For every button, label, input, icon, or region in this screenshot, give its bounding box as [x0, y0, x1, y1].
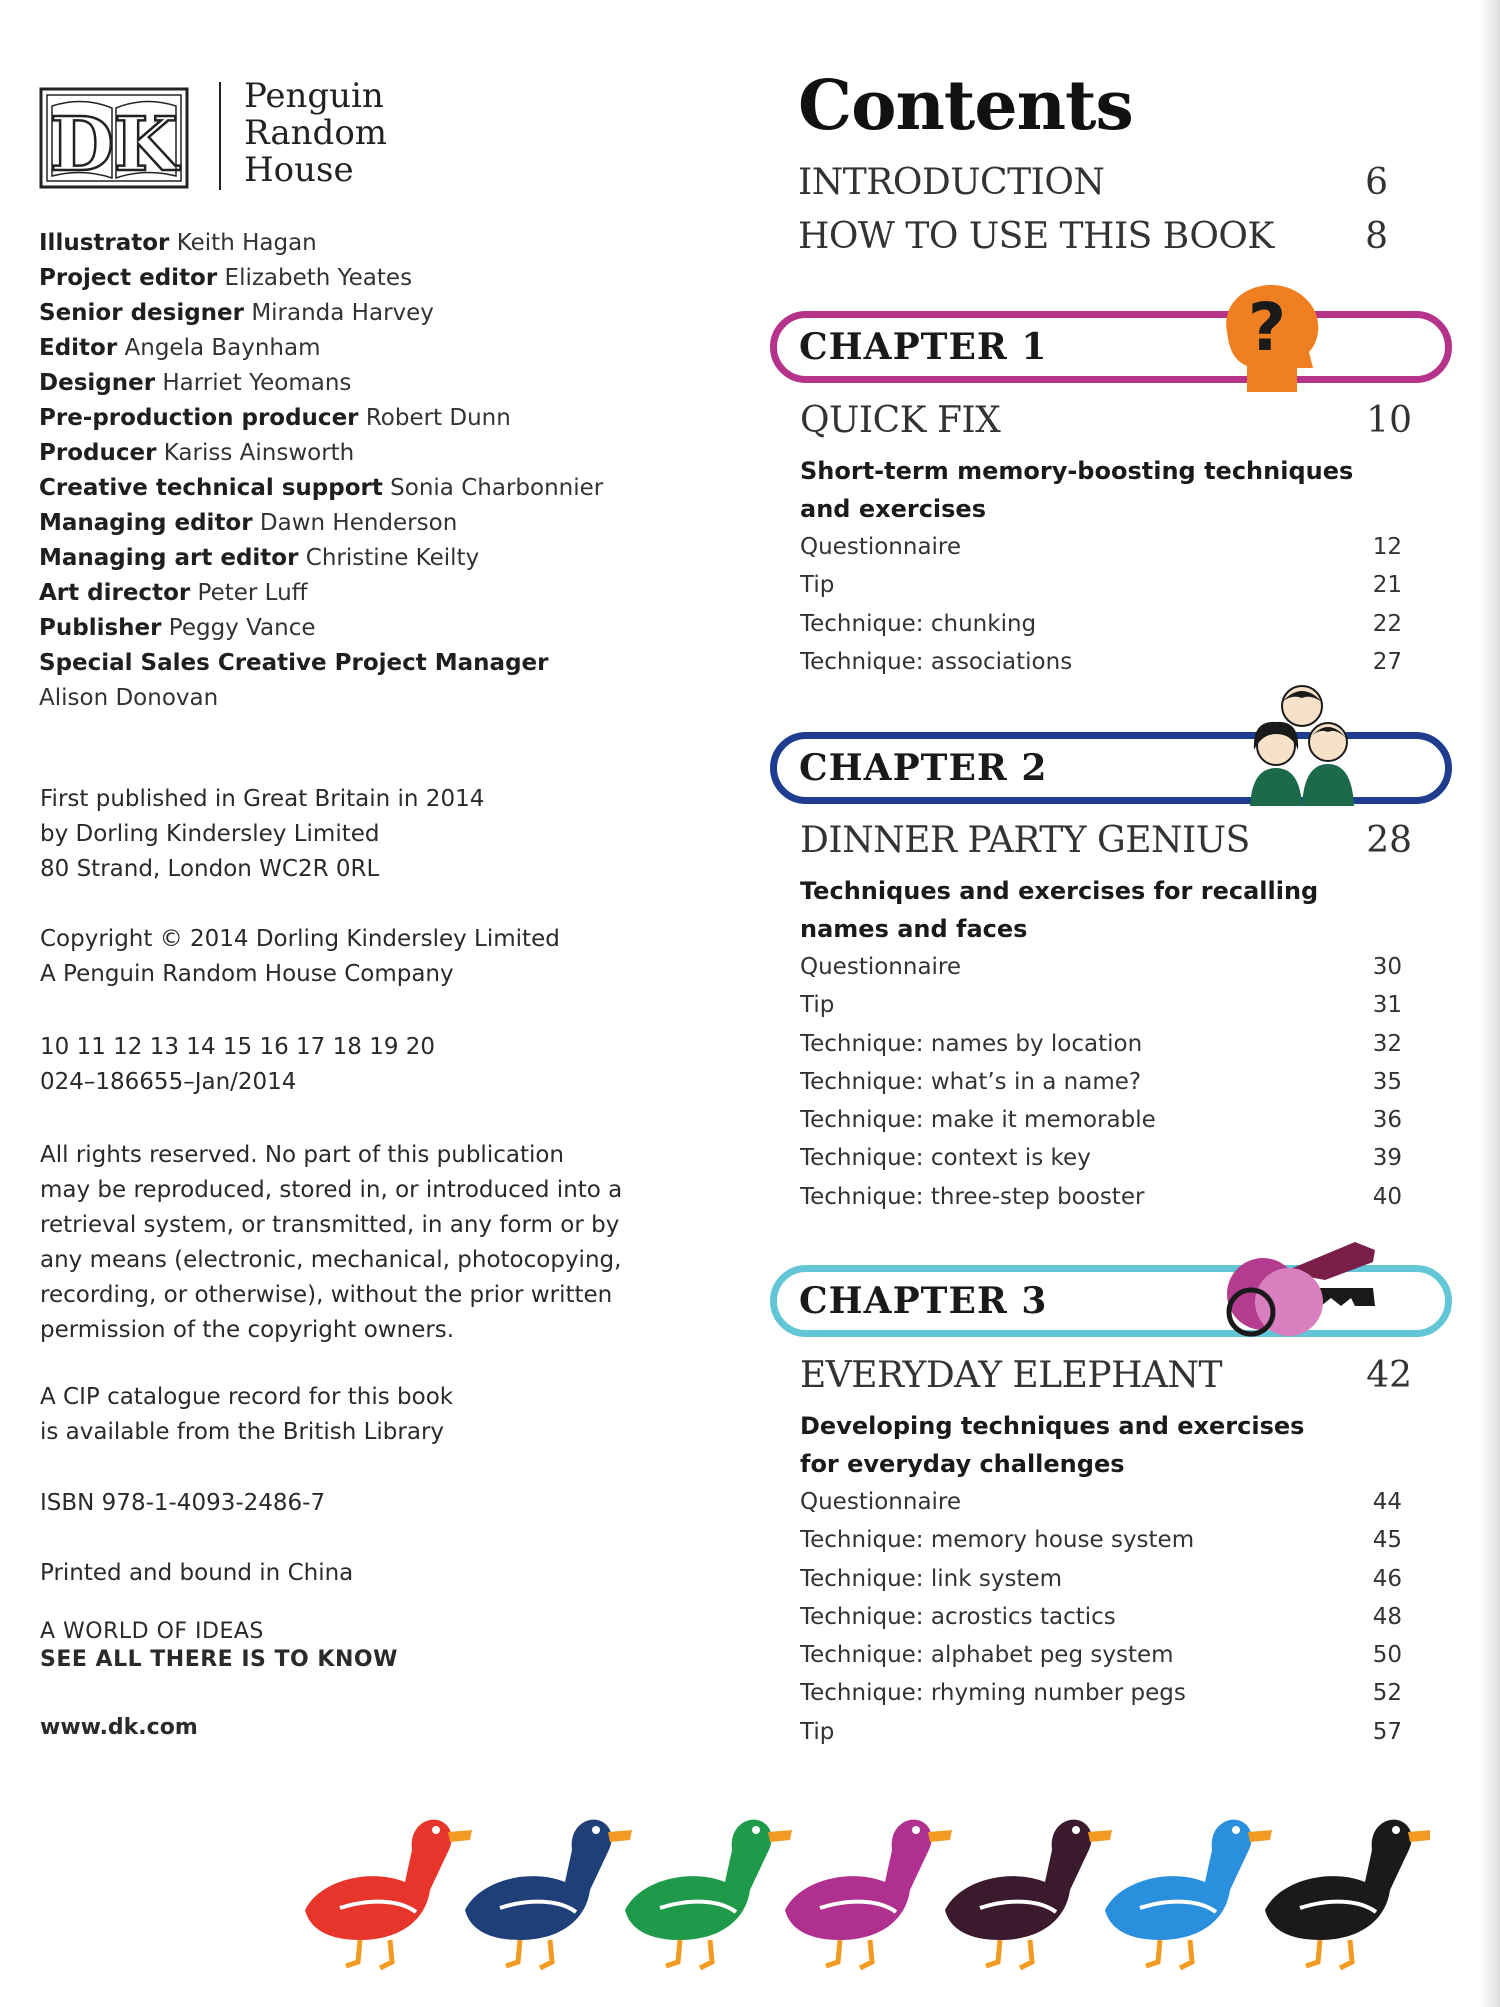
duck-icon	[1265, 1820, 1430, 1968]
imprint-line: 024–186655–Jan/2014	[40, 1069, 297, 1095]
imprint-line: is available from the British Library	[40, 1419, 445, 1445]
toc-item-title: Technique: acrostics tactics	[800, 1603, 1116, 1630]
chapter-1-section	[800, 400, 1412, 681]
cip-block	[40, 1380, 600, 1450]
credit-name: Christine Keilty	[305, 545, 480, 571]
credit-name: Miranda Harvey	[251, 300, 434, 326]
chapter-2-section	[800, 820, 1412, 1216]
toc-item-title: Questionnaire	[800, 534, 962, 560]
credit-role: Illustrator	[39, 230, 170, 256]
credit-line	[39, 331, 599, 366]
toc-item-title: Technique: names by location	[800, 1030, 1143, 1057]
toc-item-title: Technique: make it memorable	[800, 1107, 1156, 1134]
chapter-1-banner	[770, 311, 1452, 383]
prh-line: Penguin	[244, 76, 384, 116]
head-question-icon	[1205, 270, 1335, 398]
penguin-random-house-wordmark	[244, 78, 387, 189]
publisher-logo	[38, 76, 438, 202]
credit-role: Art director	[39, 580, 191, 606]
toc-item-title: Technique: associations	[800, 648, 1073, 675]
toc-item-page: 45	[1372, 1527, 1402, 1554]
chapter-label: CHAPTER 1	[799, 326, 1048, 368]
credit-line	[39, 226, 599, 261]
print-line-block	[40, 1030, 600, 1100]
credit-line	[39, 576, 599, 611]
toc-entry-title: INTRODUCTION	[798, 162, 1105, 203]
imprint-line: permission of the copyright owners.	[40, 1317, 455, 1343]
toc-item[interactable]	[800, 1483, 1412, 1521]
toc-item[interactable]	[800, 1101, 1412, 1139]
credit-role: Senior designer	[39, 300, 244, 326]
toc-item[interactable]	[800, 986, 1412, 1024]
toc-item-title: Technique: chunking	[800, 610, 1037, 637]
website-link[interactable]: www.dk.com	[40, 1715, 198, 1740]
toc-item[interactable]	[800, 605, 1412, 643]
keys-icon	[1205, 1232, 1387, 1348]
toc-item[interactable]	[800, 1560, 1412, 1598]
contents-title: Contents	[798, 66, 1133, 146]
credit-line	[39, 366, 599, 401]
toc-item-title: Tip	[800, 992, 835, 1019]
toc-item-page: 12	[1372, 534, 1402, 560]
credits-list	[39, 226, 604, 716]
credit-role: Editor	[39, 335, 118, 361]
imprint-line: retrieval system, or transmitted, in any form or by	[40, 1212, 620, 1238]
imprint-line: by Dorling Kindersley Limited	[40, 821, 380, 847]
toc-item-page: 46	[1372, 1565, 1402, 1592]
dk-letters: DK	[49, 102, 179, 188]
section-page: 28	[1366, 820, 1412, 861]
toc-item-page: 48	[1372, 1603, 1402, 1630]
credit-role: Publisher	[39, 615, 162, 641]
svg-text:?: ?	[1247, 289, 1287, 366]
ducks-row-icon	[300, 1790, 1430, 1990]
toc-entry-page: 8	[1365, 216, 1388, 257]
credit-line	[39, 506, 599, 541]
imprint-line: any means (electronic, mechanical, photocopying,	[40, 1247, 622, 1273]
prh-line: House	[244, 150, 354, 190]
toc-entry-page: 6	[1365, 162, 1388, 203]
tagline-line: SEE ALL THERE IS TO KNOW	[40, 1647, 398, 1672]
toc-item-page: 30	[1372, 954, 1402, 980]
credit-name: Angela Baynham	[124, 335, 321, 361]
toc-item[interactable]	[800, 528, 1412, 566]
duck-icon	[305, 1820, 472, 1968]
credit-line	[39, 401, 599, 436]
credit-name: Peggy Vance	[168, 615, 316, 641]
chapter-label: CHAPTER 3	[799, 1280, 1048, 1322]
description-line: names and faces	[800, 915, 1028, 943]
toc-entry-title: HOW TO USE THIS BOOK	[798, 216, 1274, 257]
duck-icon	[785, 1820, 952, 1968]
toc-item-title: Technique: what’s in a name?	[800, 1068, 1142, 1095]
toc-item-page: 40	[1372, 1183, 1402, 1210]
section-heading[interactable]	[800, 820, 1412, 872]
imprint-line: A CIP catalogue record for this book	[40, 1384, 454, 1410]
credit-role: Project editor	[39, 265, 218, 291]
toc-item-page: 39	[1372, 1145, 1402, 1172]
section-heading[interactable]	[800, 400, 1412, 452]
credit-role: Managing editor	[39, 510, 253, 536]
prh-line: Random	[244, 113, 388, 153]
credit-name: Alison Donovan	[39, 685, 219, 711]
toc-item-title: Questionnaire	[800, 1489, 962, 1515]
toc-item-page: 31	[1372, 992, 1402, 1019]
credit-name: Dawn Henderson	[259, 510, 458, 536]
credit-role: Producer	[39, 440, 157, 466]
toc-item[interactable]	[800, 566, 1412, 604]
credit-line	[39, 261, 599, 296]
imprint-line: First published in Great Britain in 2014	[40, 786, 485, 812]
toc-entry[interactable]	[798, 216, 1388, 266]
imprint-line: A Penguin Random House Company	[40, 961, 454, 987]
section-page: 42	[1366, 1355, 1412, 1396]
credit-name: Keith Hagan	[176, 230, 317, 256]
imprint-line: may be reproduced, stored in, or introduced into a	[40, 1177, 623, 1203]
credit-role: Managing art editor	[39, 545, 299, 571]
duck-icon	[1105, 1820, 1272, 1968]
description-line: Short-term memory-boosting techniques	[800, 457, 1354, 485]
toc-item-title: Tip	[800, 572, 835, 599]
toc-item-title: Technique: rhyming number pegs	[800, 1680, 1186, 1707]
section-description	[800, 1407, 1412, 1483]
duck-icon	[625, 1820, 792, 1968]
credit-line	[39, 681, 599, 716]
toc-item[interactable]	[800, 1178, 1412, 1216]
toc-item-title: Technique: memory house system	[800, 1527, 1195, 1554]
description-line: Techniques and exercises for recalling	[800, 877, 1319, 905]
toc-item-title: Technique: alphabet peg system	[800, 1642, 1174, 1669]
toc-item-page: 27	[1372, 648, 1402, 675]
toc-item-page: 32	[1372, 1030, 1402, 1057]
section-page: 10	[1366, 400, 1412, 441]
toc-item-page: 36	[1372, 1107, 1402, 1134]
description-line: for everyday challenges	[800, 1450, 1125, 1478]
toc-item-title: Technique: link system	[800, 1565, 1063, 1592]
section-title: QUICK FIX	[800, 400, 1001, 441]
credit-name: Sonia Charbonnier	[390, 475, 604, 501]
toc-item-page: 21	[1372, 572, 1402, 599]
copyright-block	[40, 922, 600, 992]
logo-divider	[219, 82, 221, 190]
credit-line	[39, 471, 604, 506]
toc-item[interactable]	[800, 1598, 1412, 1636]
toc-item-page: 22	[1372, 610, 1402, 637]
duck-icon	[945, 1820, 1112, 1968]
toc-item[interactable]	[800, 1139, 1412, 1177]
tagline-line: A WORLD OF IDEAS	[40, 1619, 264, 1644]
credit-role: Designer	[39, 370, 156, 396]
chapter-3-section	[800, 1355, 1412, 1751]
credit-name: Harriet Yeomans	[162, 370, 352, 396]
credit-role: Creative technical support	[39, 475, 383, 501]
imprint-line: All rights reserved. No part of this publication	[40, 1142, 565, 1168]
credit-line	[39, 436, 599, 471]
toc-entry[interactable]	[798, 162, 1388, 212]
credit-line	[39, 296, 599, 331]
description-line: and exercises	[800, 495, 986, 523]
isbn: ISBN 978-1-4093-2486-7	[40, 1490, 326, 1516]
page-edge-shadow	[1478, 0, 1500, 2007]
credit-name: Elizabeth Yeates	[224, 265, 413, 291]
toc-item[interactable]	[800, 1521, 1412, 1559]
section-title: EVERYDAY ELEPHANT	[800, 1355, 1223, 1396]
section-description	[800, 452, 1412, 528]
toc-item[interactable]	[800, 1674, 1412, 1712]
duck-icon	[465, 1820, 632, 1968]
toc-item-title: Questionnaire	[800, 954, 962, 980]
section-description	[800, 872, 1412, 948]
toc-item-page: 35	[1372, 1068, 1402, 1095]
toc-item-title: Technique: context is key	[800, 1145, 1091, 1172]
rights-block	[40, 1138, 623, 1348]
toc-item[interactable]	[800, 948, 1412, 986]
section-heading[interactable]	[800, 1355, 1412, 1407]
section-title: DINNER PARTY GENIUS	[800, 820, 1250, 861]
credit-role: Special Sales Creative Project Manager	[39, 650, 549, 676]
toc-item[interactable]	[800, 1025, 1412, 1063]
chapter-label: CHAPTER 2	[799, 747, 1048, 789]
imprint-line: recording, or otherwise), without the prior written	[40, 1282, 613, 1308]
toc-item-page: 44	[1372, 1489, 1402, 1515]
toc-item-page: 50	[1372, 1642, 1402, 1669]
credit-line	[39, 611, 599, 646]
printed-in: Printed and bound in China	[40, 1560, 354, 1586]
credit-line	[39, 541, 599, 576]
tagline-block	[40, 1618, 600, 1674]
toc-item[interactable]	[800, 1063, 1412, 1101]
dk-logo	[38, 86, 190, 190]
credit-line	[39, 646, 599, 681]
people-faces-icon	[1232, 680, 1372, 808]
credit-role: Pre-production producer	[39, 405, 359, 431]
toc-item-page: 52	[1372, 1680, 1402, 1707]
description-line: Developing techniques and exercises	[800, 1412, 1305, 1440]
toc-item-title: Tip	[800, 1718, 835, 1745]
toc-item[interactable]	[800, 643, 1412, 681]
credit-name: Robert Dunn	[365, 405, 511, 431]
toc-item[interactable]	[800, 1713, 1412, 1751]
imprint-line: 80 Strand, London WC2R 0RL	[40, 856, 380, 882]
imprint-line: 10 11 12 13 14 15 16 17 18 19 20	[40, 1034, 436, 1060]
credit-name: Peter Luff	[197, 580, 308, 606]
imprint-line: Copyright © 2014 Dorling Kindersley Limited	[40, 926, 560, 952]
credit-name: Kariss Ainsworth	[163, 440, 355, 466]
toc-item[interactable]	[800, 1636, 1412, 1674]
first-published-block	[40, 782, 600, 887]
toc-item-page: 57	[1372, 1718, 1402, 1745]
toc-item-title: Technique: three-step booster	[800, 1183, 1145, 1210]
